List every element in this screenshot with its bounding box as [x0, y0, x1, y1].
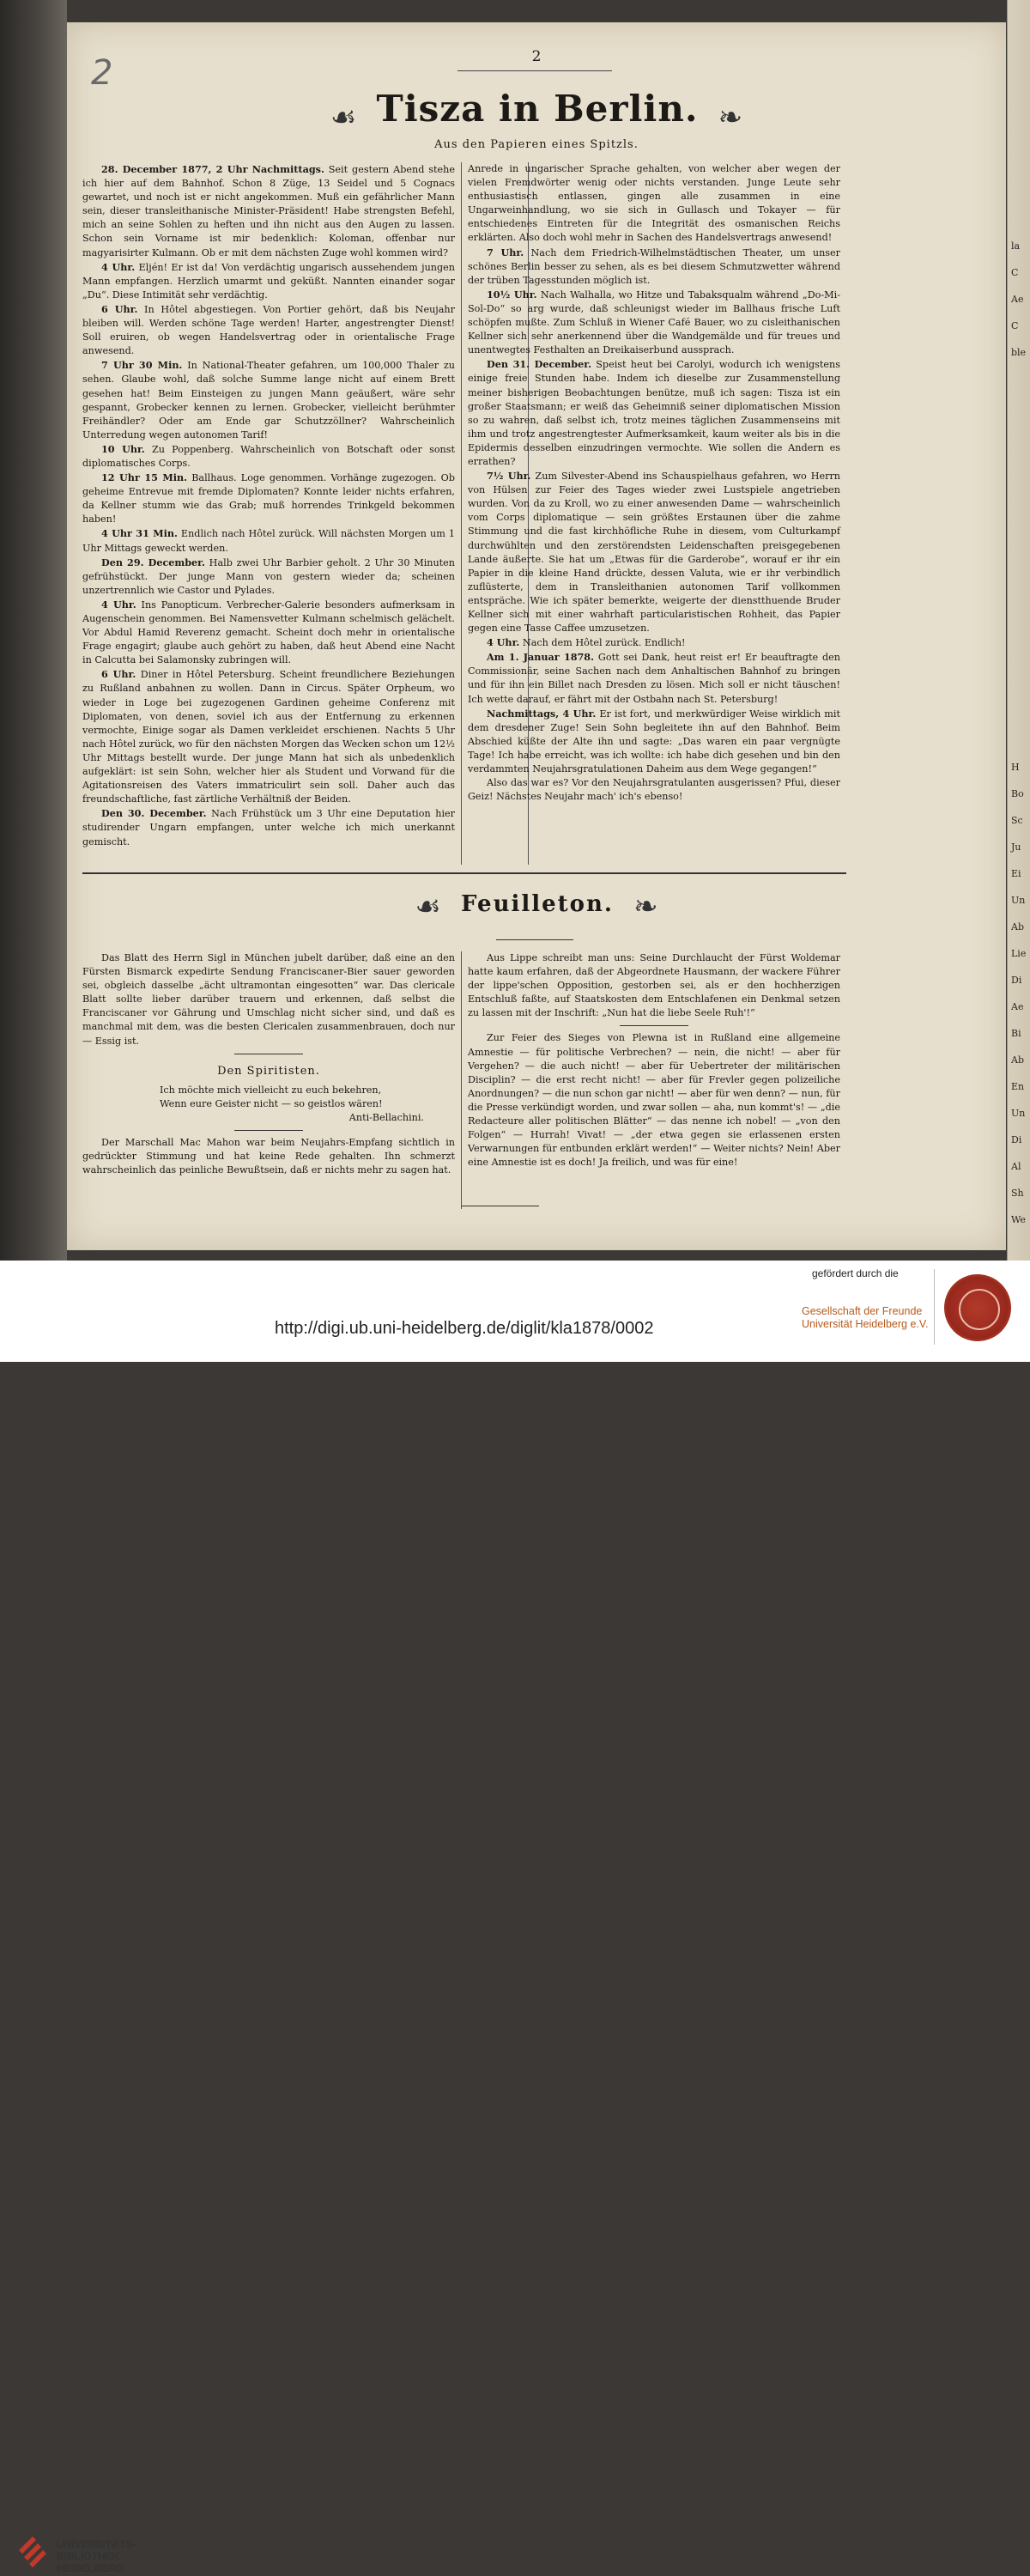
strip-fragment: ble: [1011, 347, 1027, 358]
diary-entry-time: 4 Uhr.: [487, 636, 520, 649]
feuilleton-column-left: [82, 951, 455, 1177]
diary-entry-text: Nach dem Friedrich-Wilhelmstädtischen Theater, um unser schönes Berlin besser zu sehen, als es bei diesem Schmutzwetter während der trüben Tagesstunden möglich ist.: [468, 246, 840, 286]
diary-entry-time: 10½ Uhr.: [487, 288, 537, 301]
diary-entry-time: 4 Uhr.: [101, 260, 136, 273]
diary-entry-time: 7 Uhr.: [487, 246, 524, 258]
poem-signature: Anti-Bellachini.: [348, 1111, 424, 1123]
diary-entry: [82, 806, 455, 848]
diary-entry: [82, 358, 455, 442]
diary-entry: [82, 302, 455, 358]
strip-fragment: Ae: [1011, 1001, 1024, 1012]
diary-entry: [468, 469, 840, 635]
diary-entry-time: 10 Uhr.: [101, 442, 145, 455]
diary-entry-text: Zu Poppenberg. Wahrscheinlich von Botschaft oder sonst diplomatisches Corps.: [82, 443, 455, 469]
diary-entry-text: Seit gestern Abend stehe ich hier auf dem Bahnhof. Schon 8 Züge, 13 Seidel und 5 Cognacs gewartet, und noch ist er nicht angekommen. Muß ein gefährlicher Mann sein, dieser transleithanische Minister-Präsident! Habe strengsten Befehl, mich an seine Sohlen zu heften und ihn nicht aus den Augen zu lassen. Schon sein Vorname ist mir bedenklich: Koloman, offenbar nur magyarisirter Kulmann. Ob er mit dem nächsten Zuge wohl kommen wird?: [82, 164, 455, 258]
ornament-left-icon: ☙: [330, 100, 357, 135]
diary-entry-time: 4 Uhr 31 Min.: [101, 527, 178, 540]
diary-entry-text: In National-Theater gefahren, um 100,000 Thaler zu sehen. Glaube wohl, daß solche Summe lange nicht auf einem Brett gesehen hat! Beim Einsteigen zu jungen Mann geäußert, wäre sehr gespannt, Grobecker kennen zu lernen. Grobecker, vielleicht berühmter Freihändler? Oder am Ende gar Schutzzöllner? Wahrscheinlich Unterredung wegen autonomen Tarif!: [82, 360, 456, 440]
strip-fragment: Lie: [1011, 948, 1027, 959]
library-logo-icon: [15, 2533, 50, 2576]
diary-entry: [82, 667, 455, 806]
diary-entry: [82, 442, 455, 471]
diary-entry-time: Am 1. Januar 1878.: [487, 651, 594, 664]
diary-entry-text: Diner in Hôtel Petersburg. Scheint freundlichere Beziehungen zu Rußland anbahnen zu wollen. Dann in Circus. Später Orpheum, wo wieder in Loge bei zugezogenen Gardinen geheime Conferenz mit Diplomaten, von denen, soviel ich aus der Entfernung zu erkennen vermochte, Einige sogar als Damen verkleidet erschienen. Nachts 5 Uhr nach Hôtel zurück, wo für den nächsten Morgen das Wecken schon um 12½ Uhr Mittags bestellt wurde. Der junge Mann hat sich als unbedenklich aufgeklärt: ist sein Sohn, welcher hier als Student und Vorwand für die Agitationsreisen des Vaters immatriculirt sein soll. Daher auch das freundschaftliche, fast zärtliche Verhältniß der Beiden.: [82, 669, 455, 805]
diary-entry-text: Zum Silvester-Abend ins Schauspielhaus gefahren, wo Herrn von Hülsen zur Feier des Tages wieder zwei Lustspiele angetrieben wurden. Von da zu Kroll, wo zu einer anwesenden Dame — wahrscheinlich vom Corps diplomatique — sein größtes Erstaunen über die zahme Stimmung und die fast kirchhöfliche Ruhe in diesem, vom Culturkampf durchwühlten und den zerstörendsten Leidenschaften preisgegebenen Lande äußerte. Sie hat um „Etwas für die Garderobe“, worauf er ihr ein Papier in die kleine Hand drückte, dessen Valuta, wie er ihr verbindlich zuflüsterte, dem in Transleithanien autonomen Tarif vollkommen entspräche. Wie ich später bemerkte, weigerte der dienstthuende Bruder Kellner sich mit einer wahrhaft particularistischen Rohheit, das Papier gegen eine Tasse Caffee umzusetzen.: [468, 471, 841, 635]
strip-fragment: C: [1011, 267, 1019, 278]
diary-entry-time: Nachmittags, 4 Uhr.: [487, 707, 597, 720]
diary-entry: [468, 246, 840, 288]
footer-band: [0, 1261, 1030, 2574]
diary-entry-time: 12 Uhr 15 Min.: [101, 471, 188, 484]
strip-fragment: Di: [1011, 1134, 1022, 1145]
diary-entry-text: Endlich nach Hôtel zurück. Will nächsten Morgen um 1 Uhr Mittags geweckt werden.: [82, 528, 456, 554]
strip-fragment: Al: [1011, 1161, 1021, 1172]
library-name: [57, 2538, 136, 2574]
strip-fragment: Un: [1011, 895, 1026, 906]
feuilleton-paragraph: Aus Lippe schreibt man uns: Seine Durchlaucht der Fürst Woldemar hatte kaum erfahren, daß der Abgeordnete Hausmann, der wackere Führer der lippe'schen Opposition, gestorben sei, als er den hochherzigen Entschluß faßte, auf Staatskosten dem Entschlafenen ein Denkmal setzen zu lassen mit der Inschrift: „Nun hat die liebe Seele Ruh'!“: [468, 952, 840, 1019]
diary-entry-time: 7 Uhr 30 Min.: [101, 359, 183, 372]
diary-entry: [468, 357, 840, 469]
diary-entry-time: Den 31. December.: [487, 358, 591, 371]
feuilleton-column-right: [468, 951, 840, 1170]
diary-entry-time: Den 30. December.: [101, 807, 207, 820]
diary-entry: [468, 707, 840, 776]
diary-column-left: [82, 162, 455, 849]
strip-fragment: Ei: [1011, 868, 1021, 879]
diary-entry: [82, 526, 455, 555]
strip-fragment: la: [1011, 240, 1021, 252]
diary-entry-text: Also das war es? Vor den Neujahrsgratulanten ausgerissen? Pfui, dieser Geiz! Nächstes Neujahr mach' ich's ebenso!: [468, 777, 840, 803]
society-name-line: Universität Heidelberg e.V.: [802, 1318, 929, 1330]
library-name-line: HEIDELBERG: [57, 2562, 124, 2574]
diary-entry-text: Nach Walhalla, wo Hitze und Tabaksqualm während „Do-Mi-Sol-Do“ so arg wurde, daß schleunigst wieder im Ballhaus frische Luft schöpfen mußte. Zum Schluß in Wiener Café Bauer, wo zu cisleithanischen Kellner sich sehr anerkennend über die Wandgemälde und für treues und unentwegtes Festhalten an Dreikaiserbund aussprach.: [468, 289, 840, 356]
section-divider: [82, 872, 846, 874]
diary-entry-text: Er ist fort, und merkwürdiger Weise wirklich mit dem dresdener Zuge! Sein Sohn begleitete ihn auf den Bahnhof. Beim Abschied küßte der Alte ihn und sagte: „Das waren ein paar vergnügte Tage! Ich habe erreicht, was ich wollte: ich habe dich gesehen und bin den verdammten Neujahrsgratulationen Daheim aus dem Wege gegangen!“: [468, 708, 840, 775]
diary-entry: [82, 162, 455, 260]
adjacent-page-strip: [1007, 0, 1030, 1261]
diary-entry-text: Speist heut bei Carolyi, wodurch ich wenigstens einige freie Stunden habe. Indem ich dieselbe zur Zusammenstellung meiner bisherigen Beobachtungen benütze, muß ich sagen: Tisza ist ein großer Staatsmann; er weiß das Geheimniß seiner diplomatischen Mission so zu wahren, daß selbst ich, trotz meines täglichen Zusammenseins mit ihm und trotz angestrengtester Aufmerksamkeit, kaum weiter als bis in die Epidermis desselben einzudringen vermochte. Wie sollen die Andern es errathen?: [468, 359, 840, 467]
short-rule: [620, 1025, 688, 1026]
diary-entry-text: In Hôtel abgestiegen. Von Portier gehört, daß bis Neujahr bleiben will. Werden schöne Tage werden! Harter, angestrengter Dienst! Soll eruiren, ob wegen Handelsvertrag oder in orientalische Frage anwesend.: [82, 303, 455, 357]
source-url-link[interactable]: http://digi.ub.uni-heidelberg.de/diglit/kla1878/0002: [275, 1319, 654, 1338]
diary-entry-text: Eljén! Er ist da! Von verdächtig ungarisch aussehendem jungen Mann empfangen. Herzlich umarmt und geküßt. Nannten einander sogar „Du“. Diese Intimität sehr verdächtig.: [82, 261, 455, 301]
poem-line: Ich möchte mich vielleicht zu euch bekehren,: [160, 1084, 382, 1096]
feuilleton-paragraph: Zur Feier des Sieges von Plewna ist in Rußland eine allgemeine Amnestie — für politische Verbrechen? — nein, die nicht! — aber für Vergehen? — die auch nicht! — aber für Uebertreter der militärischen Disciplin? — die erst recht nicht! — aber für Frevler gegen polizeiliche Anordnungen? — die nun schon gar nicht! — aber für wen denn? — nun, für die Presse verkündigt worden, und zwar sollen — aha, nun kommt's! — „die Redacteure aller politischen Blätter“ — das nenne ich nobel! — „von den Folgen“ — Hurrah! Vivat! — „der etwa gegen sie erlassenen ersten Verwarnungen für entbunden erklärt werden!“ — Weiter nichts? Nein! Aber eine Amnestie ist es doch! Ja freilich, und was für eine!: [468, 1032, 840, 1169]
diary-entry: [82, 471, 455, 526]
diary-entry: [468, 288, 840, 357]
ornament-left-icon: ☙: [415, 890, 441, 924]
strip-fragment: We: [1011, 1214, 1026, 1225]
poem-line: Wenn eure Geister nicht — so geistlos wären!: [160, 1097, 383, 1109]
diary-entry: [468, 635, 840, 650]
diary-entry-time: 6 Uhr.: [101, 302, 138, 315]
strip-fragment: H: [1011, 762, 1020, 773]
seal-inner-ring: [959, 1289, 1000, 1330]
diary-entry-time: 7½ Uhr.: [487, 470, 531, 483]
diary-entry: [468, 650, 840, 706]
newspaper-page: [67, 22, 1006, 1250]
strip-fragment: En: [1011, 1081, 1025, 1092]
diary-entry-text: Nach dem Hôtel zurück. Endlich!: [519, 637, 686, 649]
page-number-rule: [457, 70, 612, 71]
diary-column-right: [468, 162, 840, 804]
page-number: 2: [531, 48, 542, 65]
ornament-right-icon: ❧: [633, 890, 658, 924]
strip-fragment: Ab: [1011, 921, 1024, 933]
diary-entry-time: 4 Uhr.: [101, 598, 136, 611]
strip-fragment: Ab: [1011, 1054, 1024, 1066]
strip-fragment: Bi: [1011, 1028, 1021, 1039]
diary-entry: [82, 260, 455, 302]
strip-fragment: Sc: [1011, 815, 1023, 826]
diary-entry-text: Ballhaus. Loge genommen. Vorhänge zugezogen. Ob geheime Entrevue mit fremde Diplomaten? Konnte leider nichts erfahren, da Kellner stumm wie das Grab; muß horrendes Trinkgeld bekommen haben!: [82, 472, 455, 526]
strip-fragment: Sh: [1011, 1188, 1024, 1199]
ornament-right-icon: ❧: [718, 100, 743, 135]
diary-entry-text: Ins Panopticum. Verbrecher-Galerie besonders aufmerksam in Augenschein genommen. Bei Namensvetter Kulmann schelmisch gelächelt. Vor Abdul Hamid Reverenz gemacht. Scheint doch mehr in orientalische Frage engagirt; glaube auch gehört zu haben, daß heut Abend eine Nacht in Calcutta bei Salamonsky zubringen will.: [82, 598, 455, 666]
diary-entry: [468, 776, 840, 804]
column-divider-feuilleton: [461, 951, 462, 1209]
article-title: Tisza in Berlin.: [376, 88, 699, 130]
diary-entry: [82, 598, 455, 667]
diary-entry-time: 6 Uhr.: [101, 668, 136, 681]
strip-fragment: Un: [1011, 1108, 1026, 1119]
footer-divider: [934, 1269, 935, 1345]
diary-entry-text: Gott sei Dank, heut reist er! Er beauftragte den Commissionär, seine Sachen nach dem Anhaltischen Bahnhof zu bringen und für ihn ein Billet nach Dresden zu lösen. Mich soll er nicht täuschen! Ich wette darauf, er fährt mit der Ostbahn nach St. Petersburg!: [468, 652, 840, 705]
feuilleton-paragraph: Das Blatt des Herrn Sigl in München jubelt darüber, daß eine an den Fürsten Bismarck expedirte Sendung Franciscaner-Bier sauer geworden sei, obgleich dasselbe „ächt ultramontan eingesotten“ war. Das clericale Blatt sollte lieber darüber trauern und erkennen, daß selbst die Franciscaner vor Gährung und Umschlag nicht sicher sind, und daß es manchmal mit dem, was die besten Clericalen zusammenbrauen, doch nur — Essig ist.: [82, 952, 455, 1047]
strip-fragment: Di: [1011, 975, 1022, 986]
diary-entry-time: Den 29. December.: [101, 556, 205, 568]
library-name-line: BIBLIOTHEK: [57, 2550, 120, 2562]
strip-fragment: Ae: [1011, 294, 1024, 305]
funded-by-label: gefördert durch die: [812, 1267, 899, 1279]
diary-entry: [468, 162, 840, 246]
diary-entry-text: Anrede in ungarischer Sprache gehalten, von welcher aber wegen der vielen Fremdwörter wenig oder nichts verstanden. Junge Leute sehr enthusiastisch entlassen, gingen alle zusammen in eine Ungarweinhandlung, wo sie sich in Gullasch und Tokayer — für entschiedenes Eintreten für die Integrität des osmanischen Reichs erklärten. Also doch wohl mehr in Sachen des Handelsvertrags anwesend!: [468, 163, 840, 244]
feuilleton-paragraph: Der Marschall Mac Mahon war beim Neujahrs-Empfang sichtlich in gedrückter Stimmung und hat keine Rede gehalten. Ihn schmerzt wahrscheinlich das peinliche Bewußtsein, daß er nichts mehr zu sagen hat.: [82, 1137, 455, 1176]
strip-fragment: Bo: [1011, 788, 1024, 799]
book-spine: [0, 0, 67, 1261]
diary-entry-text: Halb zwei Uhr Barbier geholt. 2 Uhr 30 Minuten gefrühstückt. Der junge Mann von gestern wieder da; scheinen unzertrennlich wie Castor und Pylades.: [82, 556, 455, 596]
feuilleton-title: Feuilleton.: [461, 890, 614, 917]
column-divider-main: [461, 162, 462, 865]
university-seal-icon: [944, 1274, 1011, 1341]
society-name-line: Gesellschaft der Freunde: [802, 1305, 923, 1317]
short-rule: [234, 1130, 303, 1131]
diary-entry-text: Nach Frühstück um 3 Uhr eine Deputation hier studirender Ungarn empfangen, unter welche ich mich unerkannt gemischt.: [82, 808, 456, 848]
poem-title: Den Spiritisten.: [217, 1064, 320, 1078]
article-subtitle: Aus den Papieren eines Spitzls.: [434, 138, 639, 151]
strip-fragment: C: [1011, 320, 1019, 331]
strip-fragment: Ju: [1011, 841, 1021, 853]
diary-entry: [82, 556, 455, 598]
feuilleton-rule: [496, 939, 573, 940]
diary-entry-time: 28. December 1877, 2 Uhr Nachmittags.: [101, 163, 324, 175]
library-name-line: UNIVERSITÄTS-: [57, 2538, 136, 2550]
society-name: [802, 1305, 929, 1331]
feuilleton-heading: [67, 890, 1006, 924]
pencil-page-mark: 2: [91, 53, 113, 93]
headline: [67, 88, 1006, 135]
